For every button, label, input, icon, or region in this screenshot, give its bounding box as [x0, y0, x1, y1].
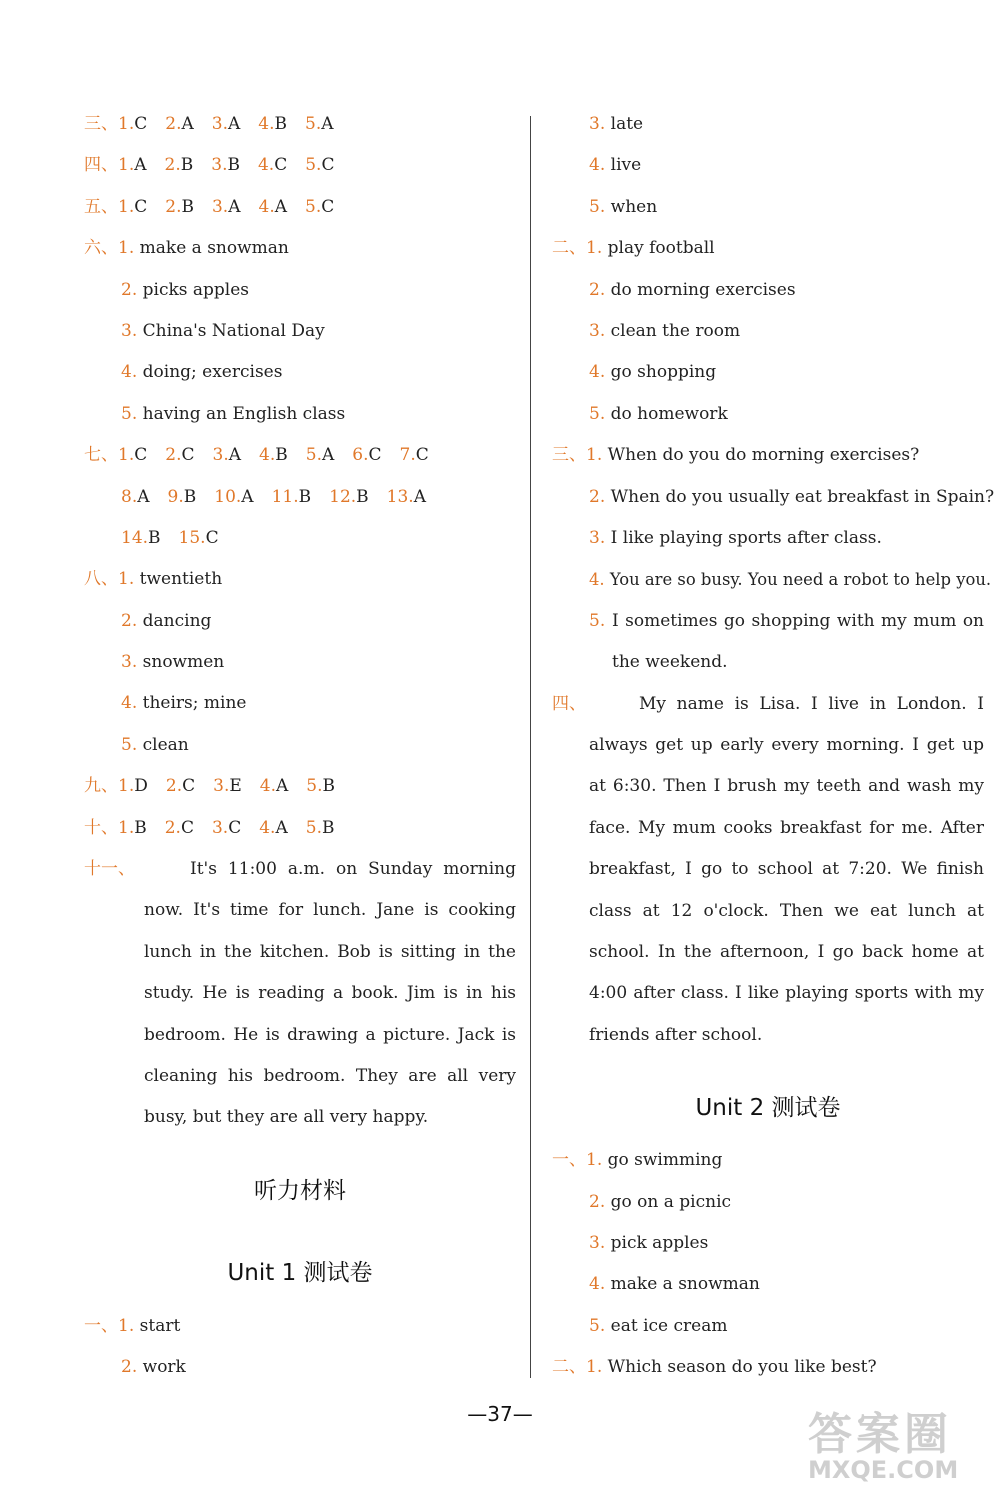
unit1-section-2-item-3 — [552, 311, 984, 352]
unit2-section-1-item-3 — [552, 1223, 984, 1264]
unit1-section-3-item-5 — [552, 601, 984, 684]
text-span: B — [148, 527, 161, 548]
text-span: B — [298, 486, 312, 507]
text-span: 4. — [121, 693, 138, 714]
text-span: pick apples — [610, 1232, 709, 1253]
text-span: dancing — [142, 610, 212, 631]
listening-material-heading: 听力材料 — [254, 1177, 346, 1204]
unit1-section-1-item-3 — [552, 104, 984, 145]
text-span: C — [134, 196, 148, 217]
text-span: twentieth — [139, 569, 223, 590]
unit2-test-heading: Unit 2 测试卷 — [695, 1095, 841, 1122]
text-span: 8. — [121, 486, 138, 507]
text-span: 9. — [167, 486, 184, 507]
text-span: E — [229, 776, 242, 797]
text-span: 4. — [258, 196, 275, 217]
text-span: C — [321, 196, 335, 217]
section-7-row-1 — [84, 435, 516, 476]
text-span: 3. — [589, 114, 606, 134]
section-6-item-5 — [84, 394, 516, 435]
text-span: 3. — [211, 196, 229, 217]
text-span: 2. — [121, 610, 138, 631]
text-span: work — [142, 1357, 186, 1378]
text-span: C — [180, 817, 194, 838]
text-span: A — [274, 196, 288, 217]
text-span: 2. — [589, 486, 606, 507]
text-span: 4. — [589, 155, 606, 176]
text-span: I sometimes go shopping with my mum on the weekend. — [612, 610, 984, 673]
text-span: 5. — [305, 445, 322, 466]
text-span: A — [321, 445, 335, 466]
unit1-section-2-item-1 — [552, 228, 984, 269]
text-span: make a snowman — [139, 238, 289, 259]
text-span: 六、 — [84, 238, 118, 259]
section-label: 三、 — [84, 114, 118, 134]
text-span: 七、 — [84, 445, 118, 466]
text-span: C — [228, 817, 242, 838]
text-span: 2. — [589, 279, 606, 300]
text-span: 1. — [118, 238, 135, 259]
text-span: C — [134, 114, 148, 134]
text-span: D — [134, 776, 148, 797]
section-3-row — [84, 104, 516, 145]
section-10-row — [84, 808, 516, 849]
text-span: A — [413, 486, 426, 507]
text-span: 13. — [386, 486, 414, 507]
text-span: MXQE.COM — [808, 1456, 959, 1484]
text-span: Which season do you like best? — [607, 1357, 877, 1378]
section-7-row-2 — [84, 477, 516, 518]
text-span: B — [356, 486, 369, 507]
text-span: B — [275, 445, 288, 466]
text-span: A — [181, 114, 194, 134]
text-span: A — [134, 155, 147, 176]
watermark-logo — [808, 1398, 988, 1484]
text-span: B — [180, 155, 194, 176]
text-span: A — [228, 445, 242, 466]
text-span: 4. — [259, 776, 277, 797]
text-span: 答案圈 — [808, 1409, 952, 1460]
text-span: 5. — [589, 196, 606, 217]
text-span: When do you usually eat breakfast in Spain? — [610, 486, 995, 507]
section-8-item-5 — [84, 725, 516, 766]
text-span: play football — [607, 238, 715, 259]
unit1-section-3-item-3 — [552, 518, 984, 559]
text-span: C — [205, 527, 219, 548]
section-7-row-3 — [84, 518, 516, 559]
text-span: clean — [142, 734, 189, 755]
text-span: 2. — [589, 1191, 606, 1212]
text-span: clean the room — [610, 320, 741, 341]
unit1-section-2-item-4 — [552, 352, 984, 393]
text-span: 2. — [165, 114, 182, 134]
text-span: 十一、 — [84, 859, 135, 880]
unit1-section-3-item-2 — [552, 477, 995, 518]
text-span: 八、 — [84, 569, 118, 590]
text-span: doing; exercises — [142, 362, 283, 383]
section-6-item-2 — [84, 270, 516, 311]
column-divider — [530, 116, 531, 1378]
text-span: 1. — [118, 569, 135, 590]
text-span: C — [415, 445, 429, 466]
text-span: 四、 — [84, 155, 118, 176]
text-span: make a snowman — [610, 1274, 760, 1295]
unit1-section-2-item-5 — [552, 394, 984, 435]
text-span: 1. — [118, 776, 135, 797]
text-span: when — [610, 196, 658, 217]
text-span: 1. — [586, 445, 603, 466]
text-span: 二、 — [552, 238, 586, 259]
section-11-passage: It's 11:00 a.m. on Sunday morning now. It's time for lunch. Jane is cooking lunch in the kitchen. Bob is sitting in the study. He is reading a book. Jim is in his bedroom. He is drawing a picture. Jack is cleaning his bedroom. They are all very busy, but they are all very happy. — [144, 859, 516, 1128]
text-span: live — [610, 155, 642, 176]
text-span: 四、 — [552, 693, 586, 714]
text-span: B — [321, 817, 335, 838]
text-span: 1. — [118, 445, 135, 466]
text-span: 3. — [589, 1232, 606, 1253]
unit1-test-heading: Unit 1 测试卷 — [227, 1259, 373, 1286]
text-span: 一、 — [552, 1150, 586, 1171]
text-span: 10. — [214, 486, 242, 507]
text-span: 九、 — [84, 776, 118, 797]
text-span: 3. — [212, 445, 229, 466]
text-span: 五、 — [84, 196, 118, 217]
text-span: B — [181, 196, 194, 217]
text-span: B — [227, 155, 240, 176]
text-span: B — [183, 486, 197, 507]
text-span: go shopping — [610, 362, 717, 383]
text-span: 2. — [121, 279, 138, 300]
unit1-section-4 — [552, 684, 984, 1057]
text-span: I like playing sports after class. — [610, 527, 882, 548]
section-6-item-3 — [84, 311, 516, 352]
text-span: 3. — [211, 817, 229, 838]
section-6-item-1 — [84, 228, 516, 269]
text-span: 11. — [271, 486, 299, 507]
text-span: 2. — [165, 776, 183, 797]
text-span: B — [322, 776, 336, 797]
unit2-section-2-item-1 — [552, 1347, 984, 1388]
page-number: —37— — [467, 1402, 533, 1426]
left-column — [84, 104, 516, 1389]
text-span: go swimming — [607, 1150, 723, 1171]
text-span: A — [275, 817, 288, 838]
section-4-row — [84, 145, 516, 186]
text-span: A — [241, 486, 254, 507]
unit1-section-3-item-4 — [552, 559, 992, 600]
unit2-section-1-item-4 — [552, 1264, 984, 1305]
text-span: C — [368, 445, 382, 466]
text-span: A — [228, 114, 241, 134]
unit1-section-1-item-4 — [552, 145, 984, 186]
text-span: theirs; mine — [142, 693, 247, 714]
text-span: 1. — [586, 238, 603, 259]
text-span: 5. — [589, 1315, 606, 1336]
text-span: 3. — [211, 155, 228, 176]
text-span: C — [274, 155, 288, 176]
text-span: 三、 — [552, 445, 586, 466]
text-span: 3. — [213, 776, 230, 797]
unit1-section-1-item-1 — [84, 1306, 516, 1347]
text-span: 2. — [164, 155, 181, 176]
text-span: 15. — [178, 527, 206, 548]
text-span: 5. — [305, 196, 322, 217]
text-span: 1. — [118, 196, 135, 217]
text-span: A — [228, 196, 241, 217]
unit1-section-1-item-5 — [552, 187, 984, 228]
text-span: 3. — [589, 320, 606, 341]
text-span: C — [134, 445, 148, 466]
text-span: 1. — [118, 1315, 135, 1336]
text-span: do morning exercises — [610, 279, 796, 300]
text-span: 5. — [121, 403, 138, 424]
text-span: 7. — [399, 445, 416, 466]
text-span: C — [182, 776, 196, 797]
text-span: A — [321, 114, 334, 134]
section-11 — [84, 849, 516, 1139]
section-8-item-2 — [84, 601, 516, 642]
unit1-section-1-item-2 — [84, 1347, 516, 1388]
text-span: 5. — [121, 734, 138, 755]
text-span: eat ice cream — [610, 1315, 728, 1336]
text-span: 3. — [121, 320, 138, 341]
text-span: A — [276, 776, 289, 797]
text-span: 12. — [329, 486, 357, 507]
text-span: B — [134, 817, 147, 838]
text-span: 4. — [121, 362, 138, 383]
text-span: 2. — [165, 445, 182, 466]
text-span: C — [181, 445, 195, 466]
unit2-section-1-item-2 — [552, 1182, 984, 1223]
text-span: 4. — [589, 1274, 606, 1295]
text-span: B — [274, 114, 288, 134]
text-span: 14. — [121, 527, 149, 548]
text-span: 2. — [165, 196, 182, 217]
section-8-item-4 — [84, 683, 516, 724]
text-span: 一、 — [84, 1315, 118, 1336]
text-span: having an English class — [142, 403, 346, 424]
text-span: 十、 — [84, 817, 118, 838]
unit1-section-4-passage: My name is Lisa. I live in London. I always get up early every morning. I get up at 6:30. Then I brush my teeth and wash my face. My mum cooks breakfast for me. After breakfast, I go to school at 7:20. We finish class at 12 o'clock. Then we eat lunch at school. In the afternoon, I go back home at 4:00 after class. I like playing sports with my friends after school. — [589, 693, 984, 1045]
section-6-item-4 — [84, 352, 516, 393]
text-span: A — [137, 486, 150, 507]
text-span: 1. — [118, 817, 135, 838]
text-span: 4. — [257, 155, 275, 176]
text-span: 5. — [305, 817, 322, 838]
text-span: do homework — [610, 403, 728, 424]
text-span: 1. — [118, 155, 135, 176]
section-5-row — [84, 187, 516, 228]
text-span: 6. — [352, 445, 369, 466]
text-span: You are so busy. You need a robot to help you. — [609, 570, 992, 590]
right-column — [552, 104, 995, 1389]
text-span: 5. — [306, 776, 323, 797]
text-span: late — [610, 114, 644, 134]
text-span: 4. — [259, 445, 276, 466]
text-span: 4. — [259, 817, 276, 838]
text-span: 1. — [586, 1357, 603, 1378]
text-span: snowmen — [142, 652, 225, 673]
text-span: 二、 — [552, 1357, 586, 1378]
text-span: go on a picnic — [610, 1191, 732, 1212]
text-span: 1. — [586, 1150, 603, 1171]
text-span: 4. — [258, 114, 275, 134]
text-span: 3. — [121, 652, 138, 673]
text-span: C — [321, 155, 335, 176]
text-span: 5. — [305, 155, 322, 176]
text-span: start — [139, 1315, 181, 1336]
text-span: 5. — [589, 403, 606, 424]
text-span: 4. — [589, 362, 606, 383]
unit1-section-3-item-1 — [552, 435, 984, 476]
section-8-item-3 — [84, 642, 516, 683]
text-span: 4. — [589, 570, 605, 590]
unit2-section-1-item-5 — [552, 1306, 984, 1347]
text-span: China's National Day — [142, 320, 325, 341]
section-9-row — [84, 766, 516, 807]
unit2-section-1-item-1 — [552, 1140, 984, 1181]
text-span: picks apples — [142, 279, 250, 300]
text-span: 3. — [211, 114, 228, 134]
text-span: When do you do morning exercises? — [607, 445, 920, 466]
text-span: 5. — [589, 610, 606, 631]
text-span: 1. — [118, 114, 135, 134]
text-span: 2. — [164, 817, 181, 838]
text-span: 5. — [305, 114, 322, 134]
section-8-item-1 — [84, 559, 516, 600]
text-span: 2. — [121, 1357, 138, 1378]
text-span: 3. — [589, 527, 606, 548]
unit1-section-2-item-2 — [552, 270, 984, 311]
